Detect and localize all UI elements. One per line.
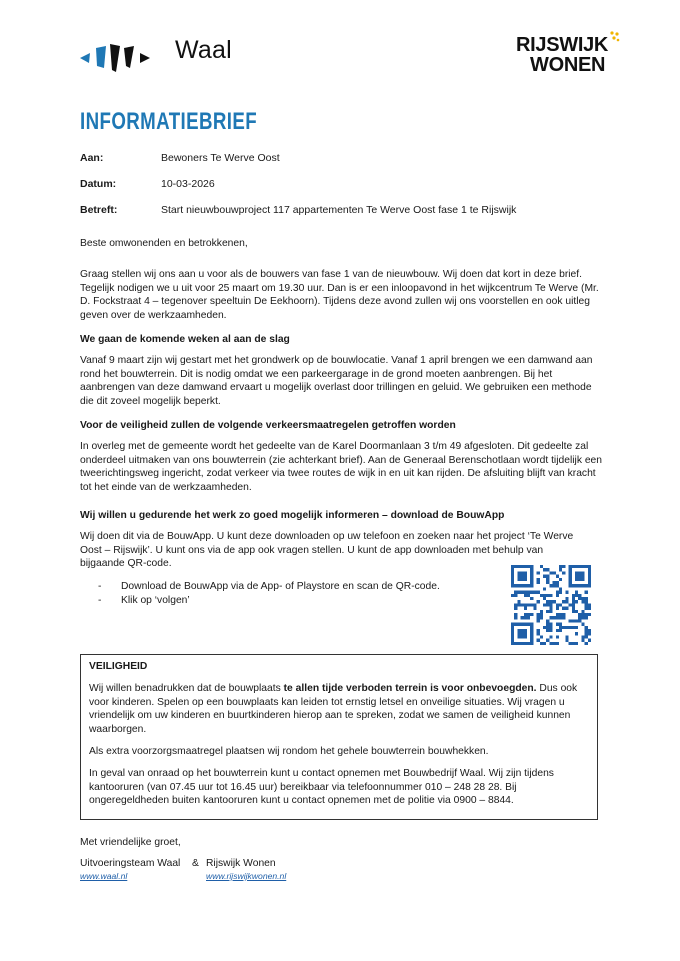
rijswijk-logo-dots-icon	[610, 31, 620, 43]
datum-label: Datum:	[80, 178, 117, 190]
list-item-text: Download de BouwApp via de App- of Playstore en scan de QR-code.	[121, 581, 440, 592]
betreft-label: Betreft:	[80, 204, 118, 216]
datum-value: 10-03-2026	[161, 178, 215, 190]
aan-value: Bewoners Te Werve Oost	[161, 152, 280, 164]
qr-code-icon	[511, 565, 591, 645]
safety-p1-bold: te allen tijde verboden terrein is voor onbevoegden.	[283, 683, 537, 694]
betreft-value: Start nieuwbouwproject 117 appartementen Te Werve Oost fase 1 te Rijswijk	[161, 204, 517, 216]
safety-paragraph-3: In geval van onraad op het bouwterrein kunt u contact opnemen met Bouwbedrijf Waal. Wij zijn tijdens kantooruren (van 07.45 uur tot 16.45 uur) bereikbaar via telefoonnummer 010 – 248 28 28. Bij ongeregeldheden buiten kantooruren kunt u contact opnemen met de politie via 0900 – 8844.	[89, 768, 554, 807]
signature-ampersand: &	[192, 858, 199, 869]
section1-heading: We gaan de komende weken al aan de slag	[80, 334, 290, 345]
salutation: Beste omwonenden en betrokkenen,	[80, 238, 248, 249]
safety-p1-after: Dus ook voor kinderen. Spelen op een bouwplaats kan leiden tot ernstig letsel en onveilige situaties. Wij vragen u vriendelijk om uw kinderen en buurtkinderen hierop aan te spreken, zodat we samen de veiligheid kunnen waarborgen.	[89, 683, 578, 735]
section3-paragraph: Wij doen dit via de BouwApp. U kunt deze downloaden op uw telefoon en zoeken naar het project ‘Te Werve Oost – Rijswijk’. U kunt ons via de app ook vragen stellen. U kunt de app downloaden met behulp van bijgaande QR-code.	[80, 531, 574, 570]
link-waal[interactable]: www.waal.nl	[80, 871, 128, 881]
list-item	[98, 580, 440, 594]
section2-heading: Voor de veiligheid zullen de volgende verkeersmaatregelen getroffen worden	[80, 420, 456, 431]
aan-label: Aan:	[80, 152, 104, 164]
safety-paragraph-2: Als extra voorzorgsmaatregel plaatsen wij rondom het gehele bouwterrein bouwhekken.	[89, 746, 489, 757]
section3-heading: Wij willen u gedurende het werk zo goed mogelijk informeren – download de BouwApp	[80, 510, 505, 521]
rijswijk-logo-line2: WONEN	[530, 54, 606, 76]
waal-logo-text: Waal	[175, 36, 232, 64]
link-rijswijkwonen[interactable]: www.rijswijkwonen.nl	[206, 871, 287, 881]
bouwapp-list	[98, 580, 440, 608]
list-dash: -	[98, 581, 102, 592]
page-title: INFORMATIEBRIEF	[80, 108, 258, 135]
section2-paragraph: In overleg met de gemeente wordt het gedeelte van de Karel Doormanlaan 3 t/m 49 afgesloten. Dit gedeelte zal onderdeel uitmaken van ons bouwterrein (zie achterkant brief). Aan de Generaal Berenschotlaan wordt tijdelijk een tweerichtingsweg ingericht, zodat verkeer via twee routes de wijk in en uit kan rijden. De afsluiting blijft van kracht tot het einde van de werkzaamheden.	[80, 441, 603, 493]
signature-rijswijk: Rijswijk Wonen	[206, 858, 276, 869]
signature-waal: Uitvoeringsteam Waal	[80, 858, 181, 869]
safety-p1-before: Wij willen benadrukken dat de bouwplaats	[89, 683, 284, 694]
qr-code-modules	[511, 565, 591, 645]
rijswijk-wonen-logo	[516, 31, 620, 77]
safety-paragraph-1	[89, 682, 589, 736]
closing-greeting: Met vriendelijke groet,	[80, 837, 181, 848]
list-dash: -	[98, 595, 102, 606]
list-item-text: Klik op ‘volgen’	[121, 595, 190, 606]
list-item	[98, 594, 440, 608]
rijswijk-logo-line1: RIJSWIJK	[516, 34, 609, 56]
intro-paragraph: Graag stellen wij ons aan u voor als de bouwers van fase 1 van de nieuwbouw. Wij doen dat kort in deze brief. Tegelijk nodigen we u uit voor 25 maart om 19.30 uur. Dan is er een inloopavond in het wijkcentrum Te Werve (Mr. D. Fockstraat 4 – tegenover speeltuin De Eekhoorn). Tijdens deze avond zullen wij ons voorstellen en ook uitleg geven over de werkzaamheden.	[80, 269, 599, 321]
safety-heading: VEILIGHEID	[89, 661, 148, 672]
section1-paragraph: Vanaf 9 maart zijn wij gestart met het grondwerk op de bouwlocatie. Vanaf 1 april brengen we een damwand aan rond het bouwterrein. Dit is nodig omdat we een parkeergarage in de grond moeten aanbrengen. Bij het aanbrengen van deze damwand ervaart u mogelijk overlast door trillingen en geluid. We gebruiken een methode die dit zoveel mogelijk beperkt.	[80, 355, 593, 407]
